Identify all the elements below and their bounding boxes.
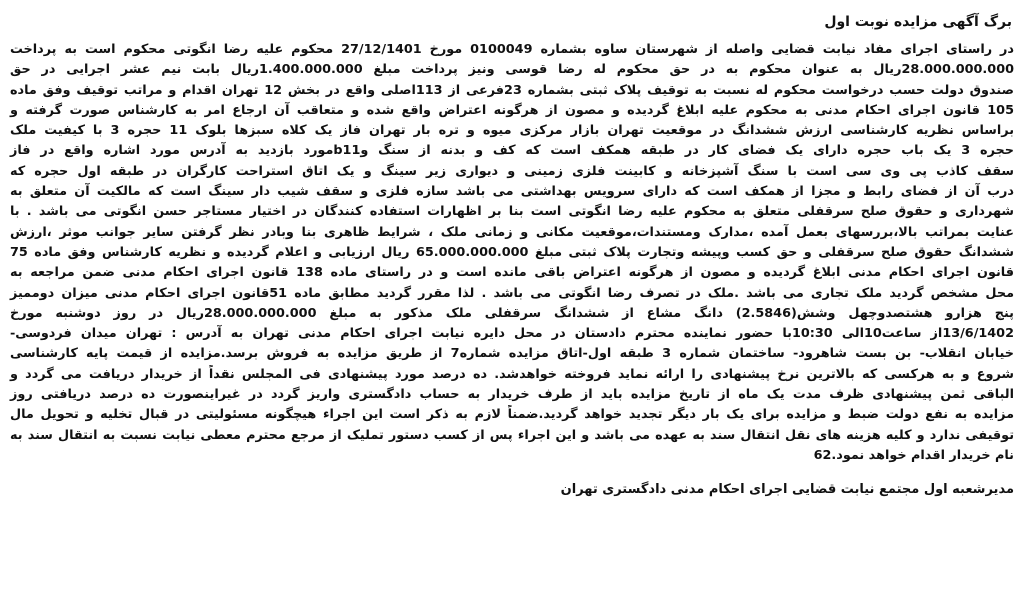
notice-line: 28.000.000.000ریال به عنوان محکوم به در حق محکوم له رضا قوسی ونیز پرداخت مبلغ 1.400.000.000ریال بابت نیم عشر اجرایی در حق — [10, 62, 1014, 78]
notice-line: درب آن از فضای رابط و مجزا از همکف است که دارای سرویس بهداشتی می باشد سازه فلزی و سقف شیب دار سینگ است که مالکیت آن متعلق به — [10, 184, 1014, 200]
notice-line: حجره 3 یک باب حجره دارای یک فضای کار در طبقه همکف است که کف و بدنه از سنگ وb11مورد بازدید به آدرس مورد اشاره واقع در فاز — [10, 143, 1014, 159]
notice-line: در راستای اجرای مفاد نیابت قضایی واصله از شهرستان ساوه بشماره 0100049 مورخ 27/12/1401 محکوم علیه رضا انگوتی محکوم است به پرداخت — [10, 42, 1014, 57]
notice-title: برگ آگهی مزایده نوبت اول — [824, 14, 1012, 30]
notice-signature: مدیرشعبه اول مجتمع نیابت قضایی اجرای احکام مدنی دادگستری تهران — [560, 482, 1014, 498]
notice-line: نام خریدار اقدام خواهد نمود.62 — [813, 447, 1014, 463]
notice-body — [6, 40, 1018, 466]
notice-line: شهرداری و حقوق صلح سرقفلی متعلق به محکوم علیه رضا انگوتی است بنا بر اظهارات استفاده کنندگان در اختیار مستاجر حسن انگوتی می باشد . با — [10, 204, 1014, 220]
notice-line: براساس نظریه کارشناسی ارزش ششدانگ در موقعیت تهران بازار مرکزی میوه و تره بار تهران فاز یک کلاه سبزها بلوک 11 حجره 3 با کیفیت ملک — [10, 123, 1014, 139]
notice-line: 13/6/1402از ساعت10الی 10:30با حضور نماینده محترم دادستان در محل دایره نیابت اجرای احکام مدنی تهران به آدرس : تهران میدان فردوسی- — [10, 326, 1014, 342]
notice-line: سقف کاذب پی وی سی است با سنگ آشپزخانه و کابینت فلزی زمینی و دیواری زیر سینگ و یک اتاق استراحت کارگران در طبقه اول حجره که — [10, 163, 1014, 179]
notice-line: محل مشخص گردید ملک تجاری می باشد .ملک در تصرف رضا انگوتی می باشد . لذا مقرر گردید مطابق ماده 51قانون اجرای احکام مدنی میزان دوممیز — [10, 285, 1014, 301]
notice-line: الباقی ثمن پیشنهادی ظرف مدت یک ماه از تاریخ مزایده باید از طرف خریدار به حساب دادگستری واریز گردد در غیراینصورت ده درصد دریافتی روز — [10, 387, 1014, 403]
notice-line: قانون اجرای احکام مدنی ابلاغ گردیده و مصون از هرگونه اعتراض باقی مانده است و در راستای ماده 138 قانون اجرای احکام مدنی ضمن مراجعه به — [10, 265, 1014, 281]
notice-line: عنایت بمراتب بالا،بررسهای بعمل آمده ،مدارک ومستندات،موقعیت مکانی و زمانی ملک ، شرایط ظاهری بنا وبادر نظر گرفتن سایر جوانب موثر ،ارزش — [10, 224, 1014, 240]
notice-line: ششدانگ حقوق صلح سرقفلی و حق کسب وپیشه وتجارت پلاک ثبتی مبلغ 65.000.000.000 ریال ارزیابی و اعلام گردیده و نظریه کارشناس وفق ماده 75 — [10, 244, 1014, 260]
notice-line: خیابان انقلاب- بن بست شاهرود- ساختمان شماره 3 طبقه اول-اتاق مزایده شماره7 از طریق مزایده به فروش برسد.مزایده از قیمت پایه کارشناسی — [10, 346, 1014, 362]
notice-line: شروع و به هرکسی که بالاترین نرخ پیشنهادی را ارائه نماید فروخته خواهدشد. ده درصد مورد پیشنهادی فی المجلس نقداً از خریدار دریافت می گردد و — [10, 366, 1014, 382]
notice-line: توقیفی ندارد و کلیه هزینه های نقل انتقال سند به عهده می باشد و این اجراء پس از کسب دستور تملیک از مرجع محترم معطی نیابت نسبت به انتقال سند به — [10, 427, 1014, 443]
notice-line: صندوق دولت حسب درخواست محکوم له نسبت به توقیف پلاک ثبتی بشماره 23فرعی از 113اصلی واقع در بخش 12 تهران اقدام و مراتب توقیف وفق ماده — [10, 82, 1014, 98]
notice-line: 105 قانون اجرای احکام مدنی به محکوم علیه ابلاغ گردیده و مصون از هرگونه اعتراض واقع شده و متعاقب آن ارجاع امر به کارشناس صورت گرفته و — [10, 102, 1014, 118]
notice-line: مزایده به نفع دولت ضبط و مزایده برای یک بار دیگر تجدید خواهد گردید.ضمناً لازم به ذکر است این اجراء هیچگونه مسئولیتی در قبال تخلیه و تحویل مال — [10, 407, 1014, 423]
notice-line: پنج هزارو هشتصدوچهل وشش(2.5846) دانگ مشاع از ششدانگ سرقفلی ملک مذکور به مبلغ 28.000.000.000ریال در روز دوشنبه مورخ — [10, 305, 1014, 321]
